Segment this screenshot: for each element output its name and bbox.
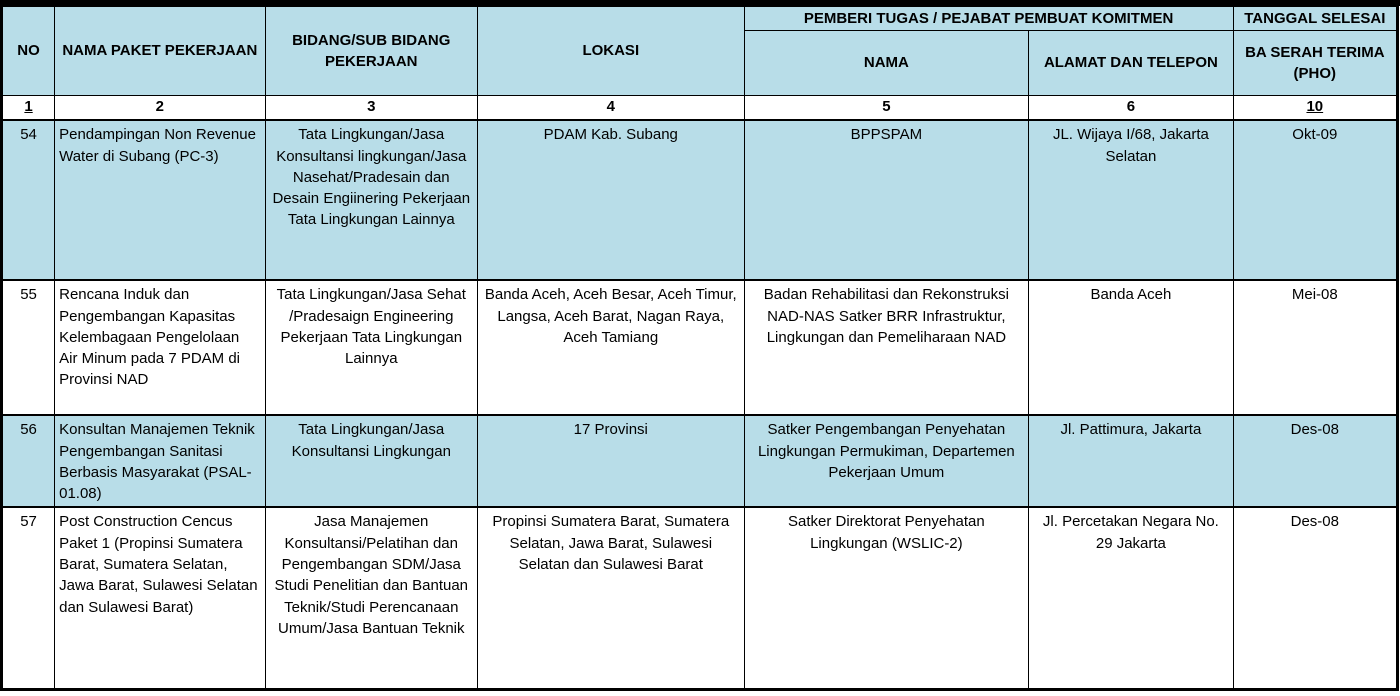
cell-no: 56 <box>2 415 55 507</box>
cell-lokasi: Banda Aceh, Aceh Besar, Aceh Timur, Langsa, Aceh Barat, Nagan Raya, Aceh Tamiang <box>478 280 745 415</box>
cell-alamat-telepon: Banda Aceh <box>1029 280 1233 415</box>
col-header-alamat-telepon: ALAMAT DAN TELEPON <box>1029 31 1233 96</box>
cell-nama-paket: Rencana Induk dan Pengembangan Kapasitas Kelembagaan Pengelolaan Air Minum pada 7 PDAM di Provinsi NAD <box>55 280 265 415</box>
cell-tanggal-pho: Des-08 <box>1233 507 1397 689</box>
table-row <box>2 415 1398 507</box>
cell-alamat-telepon: JL. Wijaya I/68, Jakarta Selatan <box>1029 120 1233 280</box>
column-number-1: 1 <box>2 96 55 121</box>
cell-no: 57 <box>2 507 55 689</box>
column-number-6: 6 <box>1029 96 1233 121</box>
cell-bidang: Tata Lingkungan/Jasa Konsultansi lingkungan/Jasa Nasehat/Pradesain dan Desain Engiinering Pekerjaan Tata Lingkungan Lainnya <box>265 120 477 280</box>
projects-table <box>0 6 1399 691</box>
cell-no: 55 <box>2 280 55 415</box>
cell-lokasi: 17 Provinsi <box>478 415 745 507</box>
column-number-10: 10 <box>1233 96 1397 121</box>
cell-no: 54 <box>2 120 55 280</box>
col-header-bidang: BIDANG/SUB BIDANG PEKERJAAN <box>265 7 477 96</box>
col-header-pemberi-tugas-group: PEMBERI TUGAS / PEJABAT PEMBUAT KOMITMEN <box>744 7 1233 31</box>
cell-bidang: Tata Lingkungan/Jasa Konsultansi Lingkungan <box>265 415 477 507</box>
cell-nama-paket: Pendampingan Non Revenue Water di Subang (PC-3) <box>55 120 265 280</box>
col-header-lokasi: LOKASI <box>478 7 745 96</box>
cell-tanggal-pho: Mei-08 <box>1233 280 1397 415</box>
cell-pemberi-nama: Badan Rehabilitasi dan Rekonstruksi NAD-NAS Satker BRR Infrastruktur, Lingkungan dan Pemeliharaan NAD <box>744 280 1029 415</box>
col-header-nama-paket: NAMA PAKET PEKERJAAN <box>55 7 265 96</box>
cell-bidang: Jasa Manajemen Konsultansi/Pelatihan dan Pengembangan SDM/Jasa Studi Penelitian dan Bantuan Teknik/Studi Perencanaan Umum/Jasa Bantuan Teknik <box>265 507 477 689</box>
col-header-no: NO <box>2 7 55 96</box>
table-row <box>2 120 1398 280</box>
column-number-row <box>2 96 1398 121</box>
cell-tanggal-pho: Okt-09 <box>1233 120 1397 280</box>
column-number-4: 4 <box>478 96 745 121</box>
cell-pemberi-nama: Satker Direktorat Penyehatan Lingkungan (WSLIC-2) <box>744 507 1029 689</box>
column-number-5: 5 <box>744 96 1029 121</box>
table-row <box>2 507 1398 689</box>
col-header-ba-serah-terima: BA SERAH TERIMA (PHO) <box>1233 31 1397 96</box>
cell-nama-paket: Post Construction Cencus Paket 1 (Propinsi Sumatera Barat, Sumatera Selatan, Jawa Barat, Sulawesi Selatan dan Sulawesi Barat) <box>55 507 265 689</box>
column-number-2: 2 <box>55 96 265 121</box>
cell-bidang: Tata Lingkungan/Jasa Sehat /Pradesaign Engineering Pekerjaan Tata Lingkungan Lainnya <box>265 280 477 415</box>
cell-lokasi: PDAM Kab. Subang <box>478 120 745 280</box>
cell-tanggal-pho: Des-08 <box>1233 415 1397 507</box>
cell-pemberi-nama: Satker Pengembangan Penyehatan Lingkungan Permukiman, Departemen Pekerjaan Umum <box>744 415 1029 507</box>
cell-lokasi: Propinsi Sumatera Barat, Sumatera Selatan, Jawa Barat, Sulawesi Selatan dan Sulawesi Barat <box>478 507 745 689</box>
col-header-nama: NAMA <box>744 31 1029 96</box>
cell-alamat-telepon: Jl. Pattimura, Jakarta <box>1029 415 1233 507</box>
table-row <box>2 280 1398 415</box>
cell-alamat-telepon: Jl. Percetakan Negara No. 29 Jakarta <box>1029 507 1233 689</box>
cell-nama-paket: Konsultan Manajemen Teknik Pengembangan Sanitasi Berbasis Masyarakat (PSAL-01.08) <box>55 415 265 507</box>
col-header-tanggal-selesai: TANGGAL SELESAI <box>1233 7 1397 31</box>
cell-pemberi-nama: BPPSPAM <box>744 120 1029 280</box>
table-header <box>2 7 1398 121</box>
column-number-3: 3 <box>265 96 477 121</box>
